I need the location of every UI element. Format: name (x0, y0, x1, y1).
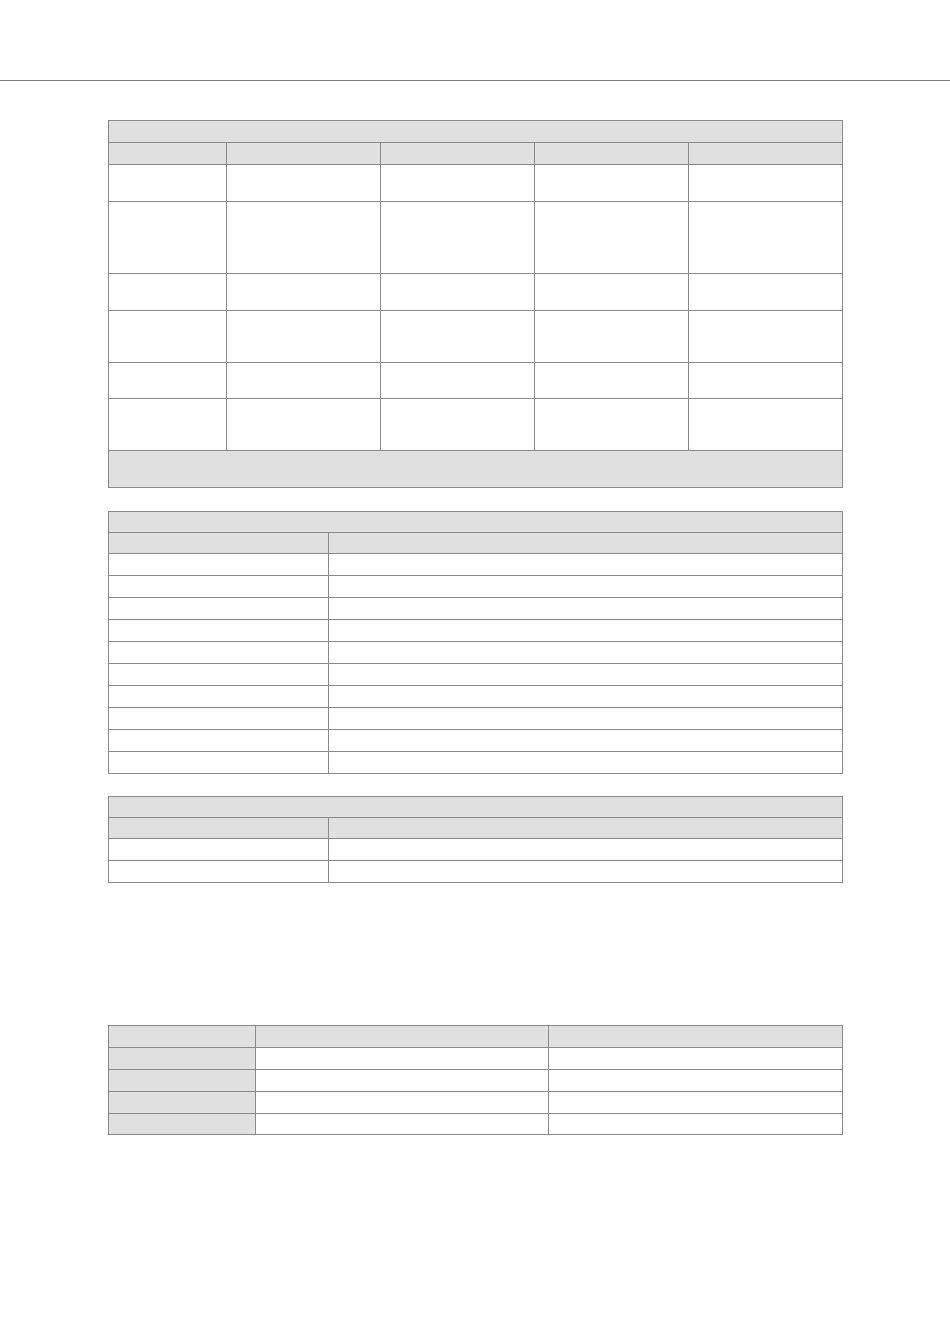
table-3-header-cell (329, 818, 843, 839)
table-cell (109, 554, 329, 576)
table-cell (549, 1092, 843, 1114)
row-label-cell (109, 1048, 256, 1070)
table-3 (108, 796, 843, 883)
row-label-cell (109, 1070, 256, 1092)
table-row (109, 642, 843, 664)
table-4-header-cell (549, 1026, 843, 1048)
table-cell (535, 202, 689, 274)
table-cell (329, 708, 843, 730)
table-cell (329, 642, 843, 664)
table-row (109, 399, 843, 451)
table-cell (329, 620, 843, 642)
row-label-cell (109, 1114, 256, 1135)
table-row (109, 1070, 843, 1092)
table-cell (109, 839, 329, 861)
table-cell (549, 1048, 843, 1070)
table-1 (108, 120, 843, 488)
table-cell (535, 399, 689, 451)
table-cell (109, 576, 329, 598)
table-row (109, 730, 843, 752)
table-row (109, 861, 843, 883)
table-cell (109, 363, 227, 399)
table-cell (109, 399, 227, 451)
table-cell (535, 165, 689, 202)
table-row (109, 598, 843, 620)
table-row (109, 1048, 843, 1070)
table-cell (689, 363, 843, 399)
table-cell (329, 686, 843, 708)
table-cell (256, 1048, 549, 1070)
table-cell (109, 598, 329, 620)
table-cell (109, 202, 227, 274)
table-row (109, 363, 843, 399)
table-row (109, 686, 843, 708)
table-cell (535, 274, 689, 311)
table-cell (109, 861, 329, 883)
table-cell (109, 620, 329, 642)
table-cell (109, 752, 329, 774)
table-4 (108, 1025, 843, 1135)
table-row (109, 752, 843, 774)
table-cell (381, 202, 535, 274)
table-1-header-cell (689, 143, 843, 165)
table-cell (689, 311, 843, 363)
table-cell (227, 202, 381, 274)
table-2-header-cell (329, 533, 843, 554)
table-cell (227, 311, 381, 363)
table-2-title (109, 512, 843, 533)
table-cell (329, 839, 843, 861)
table-cell (329, 598, 843, 620)
table-row (109, 165, 843, 202)
table-cell (689, 274, 843, 311)
table-cell (227, 165, 381, 202)
table-cell (329, 861, 843, 883)
table-1-title (109, 121, 843, 143)
table-cell (109, 664, 329, 686)
table-cell (109, 708, 329, 730)
table-1-header-cell (381, 143, 535, 165)
table-row (109, 839, 843, 861)
table-4-header-cell (109, 1026, 256, 1048)
table-cell (381, 274, 535, 311)
table-cell (329, 554, 843, 576)
table-cell (329, 576, 843, 598)
table-cell (109, 642, 329, 664)
table-cell (549, 1114, 843, 1135)
table-cell (381, 165, 535, 202)
table-cell (109, 686, 329, 708)
table-cell (109, 274, 227, 311)
table-3-title (109, 797, 843, 818)
table-cell (381, 399, 535, 451)
table-row (109, 554, 843, 576)
table-cell (227, 363, 381, 399)
table-cell (329, 730, 843, 752)
table-cell (227, 274, 381, 311)
table-cell (256, 1070, 549, 1092)
table-cell (256, 1114, 549, 1135)
table-cell (381, 363, 535, 399)
table-cell (329, 664, 843, 686)
table-row (109, 274, 843, 311)
table-row (109, 664, 843, 686)
table-cell (256, 1092, 549, 1114)
table-cell (535, 363, 689, 399)
table-cell (535, 311, 689, 363)
table-row (109, 1114, 843, 1135)
table-cell (381, 311, 535, 363)
table-cell (689, 165, 843, 202)
table-4-header-cell (256, 1026, 549, 1048)
table-1-header-cell (227, 143, 381, 165)
row-label-cell (109, 1092, 256, 1114)
table-row (109, 576, 843, 598)
table-cell (689, 202, 843, 274)
header-rule (0, 80, 950, 81)
table-cell (549, 1070, 843, 1092)
table-row (109, 311, 843, 363)
table-2-header-cell (109, 533, 329, 554)
table-row (109, 202, 843, 274)
table-cell (109, 730, 329, 752)
table-row (109, 708, 843, 730)
table-row (109, 620, 843, 642)
table-cell (329, 752, 843, 774)
table-cell (227, 399, 381, 451)
table-1-footer (109, 451, 843, 488)
table-2 (108, 511, 843, 774)
table-1-header-cell (109, 143, 227, 165)
table-row (109, 1092, 843, 1114)
table-cell (109, 311, 227, 363)
table-1-header-cell (535, 143, 689, 165)
table-cell (109, 165, 227, 202)
table-3-header-cell (109, 818, 329, 839)
table-cell (689, 399, 843, 451)
